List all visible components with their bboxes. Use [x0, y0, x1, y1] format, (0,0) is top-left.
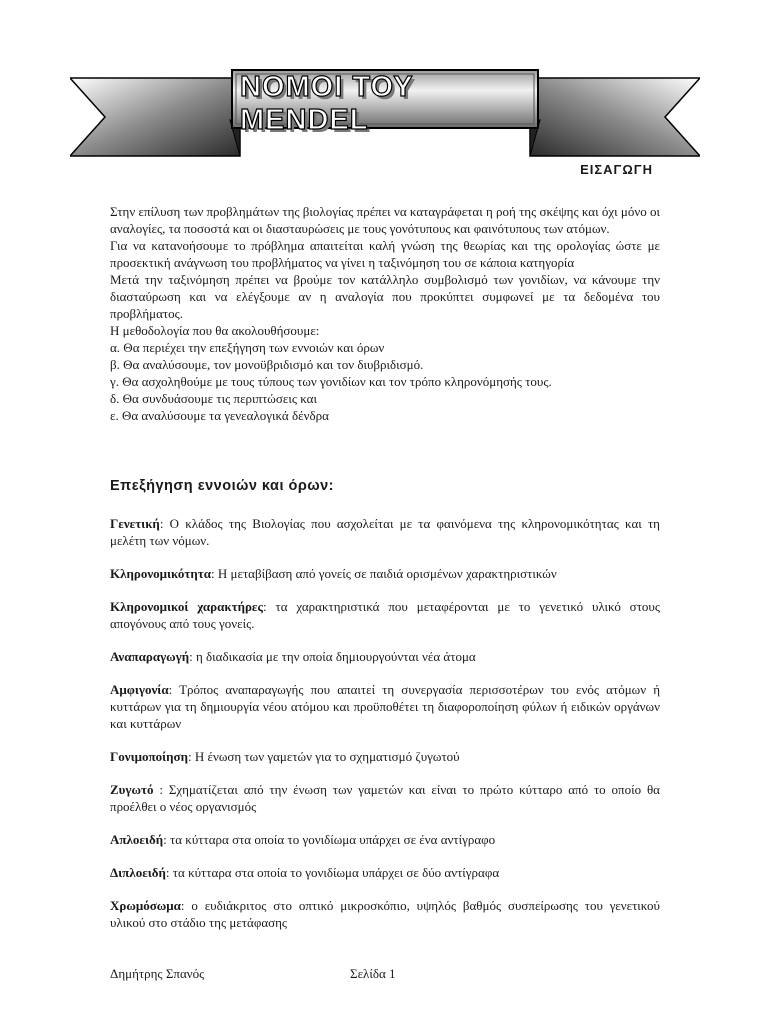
intro-paragraph: Στην επίλυση των προβλημάτων της βιολογίας πρέπει να καταγράφεται η ροή της σκέψης και όχι μόνο οι αναλογίες, τα ποσοστά και οι διασταυρώσεις με τους γονότυπους και φαινότυπους των ατόμων. — [110, 204, 660, 236]
intro-paragraph: Για να κατανοήσουμε το πρόβλημα απαιτείται καλή γνώση της θεωρίας και της ορολογίας ώστε με προσεκτική ανάγνωση του προβλήματος να γίνει η ταξινόμηση του σε κάποια κατηγορία — [110, 238, 660, 270]
definition-item — [110, 781, 660, 815]
methodology-list — [110, 339, 660, 424]
definition-term: Γενετική — [110, 516, 160, 531]
definition-separator: : — [159, 516, 170, 531]
definition-text: τα χαρακτηριστικά που μεταφέρονται με το γενετικό υλικό στους απογόνους από τους γονείς. — [110, 599, 660, 631]
definition-text: ο ευδιάκριτος στο οπτικό μικροσκόπιο, υψηλός βαθμός συσπείρωσης του γενετικού υλικού στο στάδιο της μετάφασης — [110, 898, 660, 930]
definition-item — [110, 864, 660, 881]
title-banner — [70, 60, 700, 170]
definition-separator: : — [163, 832, 170, 847]
footer-author: Δημήτρης Σπανός — [110, 966, 205, 981]
definition-text: Σχηματίζεται από την ένωση των γαμετών και είναι το πρώτο κύτταρο από το οποίο θα προέλθει ο νέος οργανισμός — [110, 782, 660, 814]
methodology-intro: Η μεθοδολογία που θα ακολουθήσουμε: — [110, 323, 320, 338]
definition-separator: : — [165, 865, 173, 880]
definition-term: Κληρονομικότητα — [110, 566, 212, 581]
definitions-list — [110, 515, 660, 947]
definition-term: Αναπαραγωγή — [110, 649, 190, 664]
ribbon-left-wing — [70, 78, 240, 156]
definition-item — [110, 831, 660, 848]
definition-separator: : — [153, 782, 169, 797]
definition-term: Απλοειδή — [110, 832, 164, 847]
methodology-item: ε. Θα αναλύσουμε τα γενεαλογικά δένδρα — [110, 408, 329, 423]
definition-item — [110, 565, 660, 582]
definition-term: Γονιμοποίηση — [110, 749, 188, 764]
definition-item — [110, 515, 660, 549]
definition-separator: : — [187, 749, 195, 764]
ribbon-right-wing — [530, 78, 700, 156]
intro-section — [110, 203, 660, 424]
intro-heading: ΕΙΣΑΓΩΓΗ — [580, 162, 653, 177]
definition-term: Αμφιγονία — [110, 682, 169, 697]
definition-item — [110, 648, 660, 665]
definition-text: Η μεταβίβαση από γονείς σε παιδιά ορισμένων χαρακτηριστικών — [217, 566, 557, 581]
definition-separator: : — [168, 682, 180, 697]
definition-term: Κληρονομικοί χαρακτήρες — [110, 599, 263, 614]
definition-separator: : — [262, 599, 276, 614]
document-title: ΝΟΜΟΙ ΤΟΥ MENDEL — [240, 71, 414, 136]
definition-text: τα κύτταρα στα οποία το γονιδίωμα υπάρχει σε ένα αντίγραφο — [170, 832, 496, 847]
page-footer — [110, 966, 660, 984]
definition-term: Χρωμόσωμα — [110, 898, 181, 913]
methodology-item: β. Θα αναλύσουμε, τον μονοϋβριδισμό και τον διυβριδισμό. — [110, 357, 424, 372]
definition-term: Διπλοειδή — [110, 865, 166, 880]
definition-text: τα κύτταρα στα οποία το γονιδίωμα υπάρχει σε δύο αντίγραφα — [172, 865, 500, 880]
definition-text: η διαδικασία με την οποία δημιουργούνται νέα άτομα — [196, 649, 476, 664]
definition-item — [110, 748, 660, 765]
definition-term: Ζυγωτό — [110, 782, 154, 797]
definition-text: Η ένωση των γαμετών για το σχηματισμό ζυγωτού — [194, 749, 460, 764]
definitions-heading: Επεξήγηση εννοιών και όρων: — [110, 478, 334, 494]
definition-item — [110, 681, 660, 732]
definition-item — [110, 897, 660, 931]
page-number: Σελίδα 1 — [350, 966, 396, 981]
definition-separator: : — [211, 566, 218, 581]
definition-text: Τρόπος αναπαραγωγής που απαιτεί τη συνεργασία περισσοτέρων του ενός ατόμων ή κυττάρων για τη δημιουργία νέου ατόμου και προϋποθέτει τη διαφοροποίηση φύλων ή ειδικών οργάνων και κυττάρων — [110, 682, 661, 731]
methodology-item: α. Θα περιέχει την επεξήγηση των εννοιών και όρων — [110, 340, 385, 355]
methodology-item: γ. Θα ασχοληθούμε με τους τύπους των γονιδίων και τον τρόπο κληρονόμησής τους. — [110, 374, 552, 389]
intro-paragraph: Μετά την ταξινόμηση πρέπει να βρούμε τον κατάλληλο συμβολισμό των γονιδίων, να κάνουμε την διασταύρωση και να ελέγξουμε αν η αναλογία που προκύπτει συμφωνεί με τα δεδομένα του προβλήματος. — [110, 272, 660, 321]
definition-item — [110, 598, 660, 632]
definition-separator: : — [189, 649, 196, 664]
definition-text: Ο κλάδος της Βιολογίας που ασχολείται με τα φαινόμενα της κληρονομικότητας και τη μελέτη των νόμων. — [110, 516, 660, 548]
definition-separator: : — [180, 898, 192, 913]
methodology-item: δ. Θα συνδυάσουμε τις περιπτώσεις και — [110, 391, 317, 406]
